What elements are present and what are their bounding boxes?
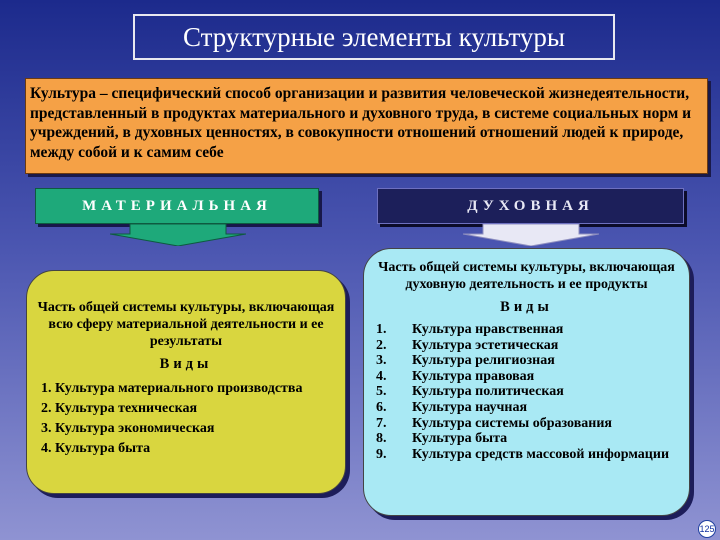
spiritual-culture-panel (363, 248, 690, 516)
list-item: 4. Культура быта (41, 441, 151, 456)
material-types-heading: Виды (159, 356, 213, 372)
list-item: 3. Культура экономическая (41, 421, 215, 436)
list-item: 3. Культура религиозная (376, 353, 555, 369)
slide-title: Структурные элементы культуры (133, 14, 615, 60)
material-arrow (110, 224, 246, 251)
list-item: 8. Культура быта (376, 431, 508, 447)
spiritual-types-list (374, 322, 679, 462)
list-item: 1. Культура нравственная (376, 322, 564, 337)
culture-definition: Культура – специфический способ организации и развития человеческой жизнедеятельности, представленный в продуктах материального и духовного труда, в системе социальных норм и учреждений, в духовных ценностях, в совокупности отношений отношений людей к природе, между собой и к самим себе (25, 78, 708, 174)
material-description: Часть общей системы культуры, включающая всю сферу материальной деятельности и ее результаты (37, 300, 335, 349)
page-number-badge: 125 (698, 520, 716, 538)
spiritual-culture-banner: ДУХОВНАЯ (377, 188, 684, 224)
list-item: 9. Культура средств массовой информации (376, 446, 670, 462)
spiritual-types-heading: Виды (500, 299, 553, 315)
list-item: 1. Культура материального производства (41, 381, 303, 396)
list-item: 4. Культура правовая (376, 368, 535, 384)
list-item: 2. Культура техническая (41, 401, 198, 416)
material-culture-banner: МАТЕРИАЛЬНАЯ (35, 188, 319, 224)
spiritual-description: Часть общей системы культуры, включающая духовную деятельность и ее продукты (378, 260, 675, 292)
spiritual-arrow (463, 224, 599, 251)
list-item: 2. Культура эстетическая (376, 337, 559, 353)
material-culture-panel (26, 270, 346, 494)
list-item: 6. Культура научная (376, 399, 528, 415)
material-types-list (37, 379, 335, 459)
list-item: 7. Культура системы образования (376, 415, 612, 431)
list-item: 5. Культура политическая (376, 384, 564, 400)
